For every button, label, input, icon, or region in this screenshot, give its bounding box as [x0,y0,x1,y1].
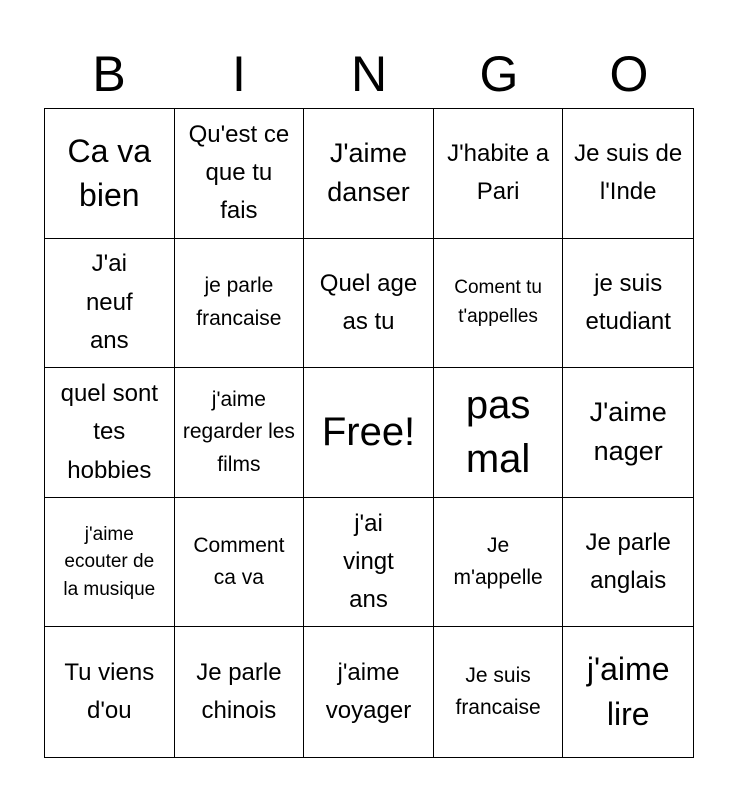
cell-text: je parle francaise [196,274,282,330]
bingo-cell[interactable] [563,498,693,628]
header-letter-o: O [609,46,649,102]
cell-text: j'aime voyager [325,658,412,725]
cell-text: quel sont tes hobbies [60,379,158,484]
bingo-cell[interactable] [304,498,434,628]
cell-text: pas mal [465,383,531,482]
bingo-cell[interactable] [563,109,693,239]
bingo-cell[interactable] [434,368,564,498]
bingo-cell[interactable] [563,627,693,757]
bingo-cell[interactable] [45,109,175,239]
cell-text: Ca va bien [67,132,152,214]
cell-text: j'aime lire [586,651,670,733]
bingo-cell[interactable] [563,368,693,498]
cell-text: Qu'est ce que tu fais [188,120,290,225]
bingo-cell[interactable] [175,627,305,757]
bingo-cell[interactable] [175,498,305,628]
bingo-cell[interactable] [304,109,434,239]
cell-text: Coment tu t'appelles [454,277,542,327]
bingo-cell[interactable] [304,627,434,757]
cell-text: J'aime danser [327,138,410,208]
cell-text: J'habite a Pari [447,139,550,206]
header-letter-n: N [350,46,388,102]
cell-text: Free! [321,410,416,455]
bingo-card-grid [44,108,694,758]
bingo-cell[interactable] [434,498,564,628]
bingo-cell[interactable] [45,498,175,628]
bingo-cell[interactable] [563,239,693,369]
bingo-cell[interactable] [175,109,305,239]
cell-text: j'aime regarder les films [182,387,295,476]
header-letter-i: I [232,46,246,102]
cell-text: Je m'appelle [453,533,543,590]
cell-text: Comment ca va [193,533,285,590]
bingo-cell[interactable] [304,239,434,369]
bingo-cell[interactable] [45,239,175,369]
cell-text: Je parle anglais [585,528,671,595]
cell-text: J'ai neuf ans [85,250,133,355]
cell-text: j'ai vingt ans [343,509,394,614]
cell-text: Je parle chinois [196,658,282,725]
cell-text: Je suis de l'Inde [574,139,683,206]
cell-text: Quel age as tu [319,269,418,335]
header-letter-b: B [92,46,126,102]
bingo-cell[interactable] [434,239,564,369]
bingo-header [44,40,694,108]
bingo-cell[interactable] [45,368,175,498]
cell-text: J'aime nager [589,397,667,467]
bingo-cell[interactable] [304,368,434,498]
bingo-cell[interactable] [175,239,305,369]
header-letter-g: G [479,46,519,102]
bingo-cell[interactable] [434,109,564,239]
bingo-cell[interactable] [175,368,305,498]
cell-text: Tu viens d'ou [64,658,155,725]
cell-text: j'aime ecouter de la musique [63,523,156,600]
cell-text: je suis etudiant [585,269,671,335]
bingo-cell[interactable] [45,627,175,757]
cell-text: Je suis francaise [455,663,541,720]
bingo-cell[interactable] [434,627,564,757]
